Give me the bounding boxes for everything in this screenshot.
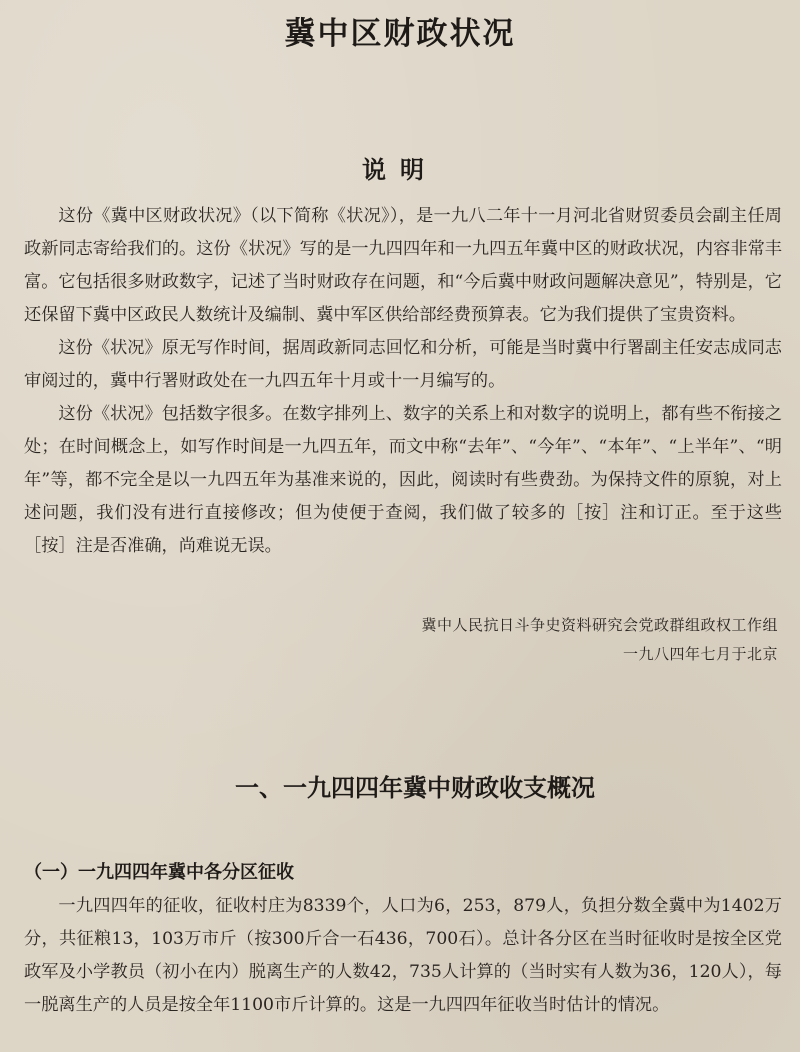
intro-paragraph: 这份《冀中区财政状况》（以下简称《状况》），是一九八二年十一月河北省财贸委员会副主任周政新同志寄给我们的。这份《状况》写的是一九四四年和一九四五年冀中区的财政状况，内容非常丰富。它包括很多财政数字，记述了当时财政存在问题，和“今后冀中财政问题解决意见”，特别是，它还保留下冀中区政民人数统计及编制、冀中军区供给部经费预算表。它为我们提供了宝贵资料。 [24,206,782,325]
chapter-heading: 一、一九四四年冀中财政收支概况 [235,773,595,802]
section-heading: 说明 [362,155,438,184]
levy-paragraph: 一九四四年的征收，征收村庄为8339个，人口为6，253，879人，负担分数全冀中为1402万分，共征粮13，103万市斤（按300斤合一石436，700石）。总计各分区在当时征收时是按全区党政军及小学教员（初小在内）脱离生产的人数42，735人计算的（当时实有人数为36，120人），每一脱离生产的人员是按全年1100市斤计算的。这是一九四四年征收当时估计的情况。 [24,896,782,1015]
intro-text [24,200,782,563]
intro-paragraph: 这份《状况》原无写作时间，据周政新同志回忆和分析，可能是当时冀中行署副主任安志成同志审阅过的，冀中行署财政处在一九四五年十月或十一月编写的。 [24,338,782,391]
intro-paragraph: 这份《状况》包括数字很多。在数字排列上、数字的关系上和对数字的说明上，都有些不衔接之处；在时间概念上，如写作时间是一九四五年，而文中称“去年”、“今年”、“本年”、“上半年”、“明年”等，都不完全是以一九四五年为基准来说的，因此，阅读时有些费劲。为保持文件的原貌，对上述问题，我们没有进行直接修改；但为使便于查阅，我们做了较多的［按］注和订正。至于这些［按］注是否准确，尚难说无误。 [24,404,782,556]
levy-text [24,890,782,1022]
signature-organization: 冀中人民抗日斗争史资料研究会党政群组政权工作组 [421,616,778,634]
page-title: 冀中区财政状况 [284,16,516,52]
subsection-heading: （一）一九四四年冀中各分区征收 [24,862,294,883]
signature-date: 一九八四年七月于北京 [622,645,778,663]
